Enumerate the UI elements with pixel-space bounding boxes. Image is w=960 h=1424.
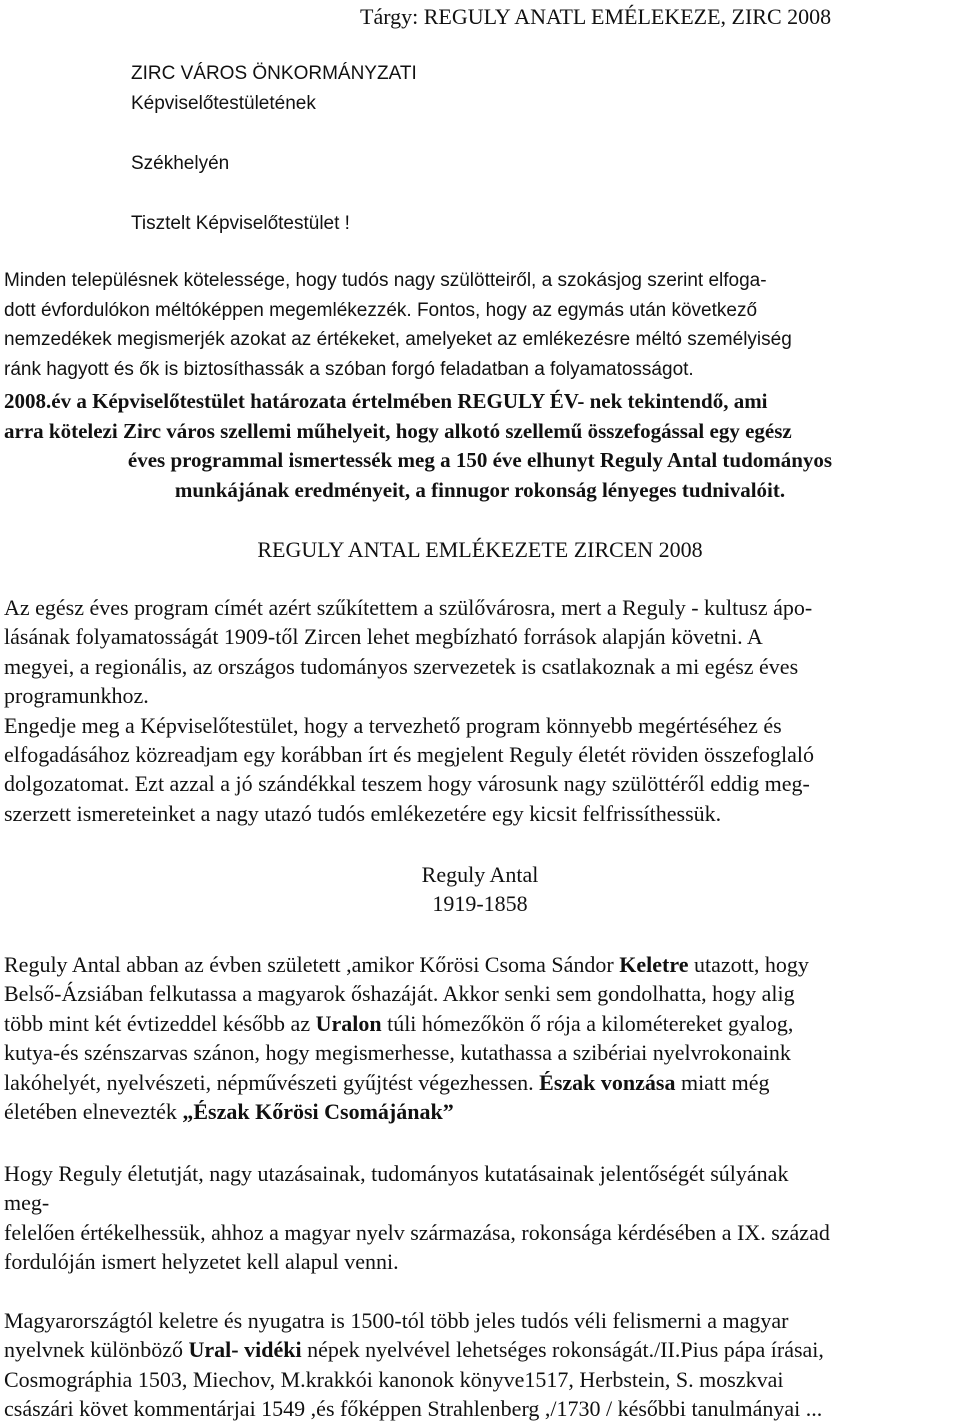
text-line: Magyarországtól keletre és nyugatra is 1500-tól több jeles tudós véli felismerni a magyar	[4, 1308, 789, 1333]
text-line: éves programmal ismertessék meg a 150 éve elhunyt Reguly Antal tudományos	[127, 448, 833, 473]
text-line: arra kötelezi Zirc város szellemi műhelyeit, hogy alkotó szellemű összefogással egy egész	[4, 418, 792, 443]
text-line: Cosmográphia 1503, Miechov, M.krakkói kanonok könyve1517, Herbstein, S. moszkvai	[4, 1366, 784, 1392]
text-line: több mint két évtizeddel később az Uralon túli hómezőkön ő rója a kilométereket gyalog,	[4, 1010, 794, 1036]
text-line: nemzedékek megismerjék azokat az értékeket, amelyeket az emlékezésre méltó személyiség	[4, 329, 792, 351]
text-line: Minden településnek kötelessége, hogy tudós nagy szülötteiről, a szokásjog szerint elfoga-	[4, 270, 767, 291]
text-line: ránk hagyott és ők is biztosíthassák a szóban forgó feladatban a folyamatosságot.	[4, 358, 694, 380]
bio-years: 1919-1858	[432, 891, 528, 916]
text-line: dolgozatomat. Ezt azzal a jó szándékkal teszem hogy városunk nagy szülöttéről eddig meg-	[4, 771, 810, 797]
text-line: meg-	[4, 1190, 50, 1216]
program-paragraph	[4, 593, 814, 828]
emphasis: Uralon	[315, 1010, 382, 1036]
text-line: munkájának eredményeit, a finnugor rokonság lényeges tudnivalóit.	[174, 477, 786, 502]
bio-heading	[4, 860, 956, 918]
bio-paragraph	[4, 950, 809, 1126]
text-line: megyei, a regionális, az országos tudományos szervezetek is csatlakoznak a mi egész éves	[4, 653, 799, 679]
text-line: lásának folyamatosságát 1909-től Zircen lehet megbízható források alapján követni. A	[4, 624, 763, 650]
addressee-line: Képviselőtestületének	[131, 92, 316, 114]
text-line: szerzett ismereteinket a nagy utazó tudós emlékezetére egy kicsit felfrissíthessük.	[4, 800, 722, 826]
text-line: 2008.év a Képviselőtestület határozata értelmében REGULY ÉV- nek tekintendő, ami	[4, 389, 768, 413]
emphasis: „Észak Kőrösi Csomájának”	[182, 1098, 454, 1124]
salutation: Tisztelt Képviselőtestület !	[131, 213, 350, 234]
text-line: felelően értékelhessük, ahhoz a magyar nyelv származása, rokonsága kérdésében a IX. század	[4, 1219, 830, 1245]
text-line: fordulóján ismert helyzetet kell alapul venni.	[4, 1249, 399, 1275]
history-paragraph	[4, 1306, 824, 1424]
text-line: lakóhelyét, nyelvészeti, népművészeti gyűjtést végezhessen. Észak vonzása miatt még	[4, 1069, 770, 1095]
subject-line: Tárgy: REGULY ANATL EMÉLEKEZE, ZIRC 2008	[360, 4, 832, 29]
text-line: Az egész éves program címét azért szűkítettem a szülővárosra, mert a Reguly - kultusz ápo-	[4, 595, 813, 620]
seat-line: Székhelyén	[131, 153, 230, 174]
emphasis: Keletre	[619, 952, 689, 977]
addressee-block	[131, 59, 417, 118]
text-line: Belső-Ázsiában felkutassa a magyarok őshazáját. Akkor senki sem gondolhatta, hogy alig	[4, 981, 795, 1007]
text-line: Reguly Antal abban az évben született ,amikor Kőrösi Csoma Sándor Keletre utazott, hogy	[4, 952, 809, 977]
text-line: császári követ kommentárjai 1549 ,és főképpen Strahlenberg ,/1730 / későbbi tanulmányai ...	[4, 1396, 823, 1422]
resolution-paragraph	[4, 387, 956, 505]
intro-paragraph	[4, 266, 792, 384]
text-line: dott évfordulókon méltóképpen megemlékezzék. Fontos, hogy az egymás után következő	[4, 299, 758, 321]
text-line: elfogadásához közreadjam egy korábban írt és megjelent Reguly életét röviden összefoglaló	[4, 741, 815, 767]
text-line: Hogy Reguly életutját, nagy utazásainak, tudományos kutatásainak jelentőségét súlyának	[4, 1161, 789, 1186]
addressee-line: ZIRC VÁROS ÖNKORMÁNYZATI	[131, 63, 417, 84]
bio-name: Reguly Antal	[421, 862, 539, 887]
journey-paragraph	[4, 1159, 830, 1277]
section-title: REGULY ANTAL EMLÉKEZETE ZIRCEN 2008	[257, 537, 703, 562]
text-line: nyelvnek különböző Ural- vidéki népek nyelvével lehetséges rokonságát./II.Pius pápa írásai,	[4, 1337, 824, 1363]
text-line: életében elnevezték „Észak Kőrösi Csomájának”	[4, 1098, 454, 1124]
text-line: Engedje meg a Képviselőtestület, hogy a tervezhető program könnyebb megértéséhez és	[4, 712, 782, 738]
emphasis: Ural- vidéki	[188, 1337, 302, 1363]
text-line: programunkhoz.	[4, 683, 149, 709]
emphasis: Észak vonzása	[539, 1069, 676, 1095]
text-line: kutya-és szénszarvas szánon, hogy megismerhesse, kutathassa a szibériai nyelvrokonaink	[4, 1040, 791, 1066]
